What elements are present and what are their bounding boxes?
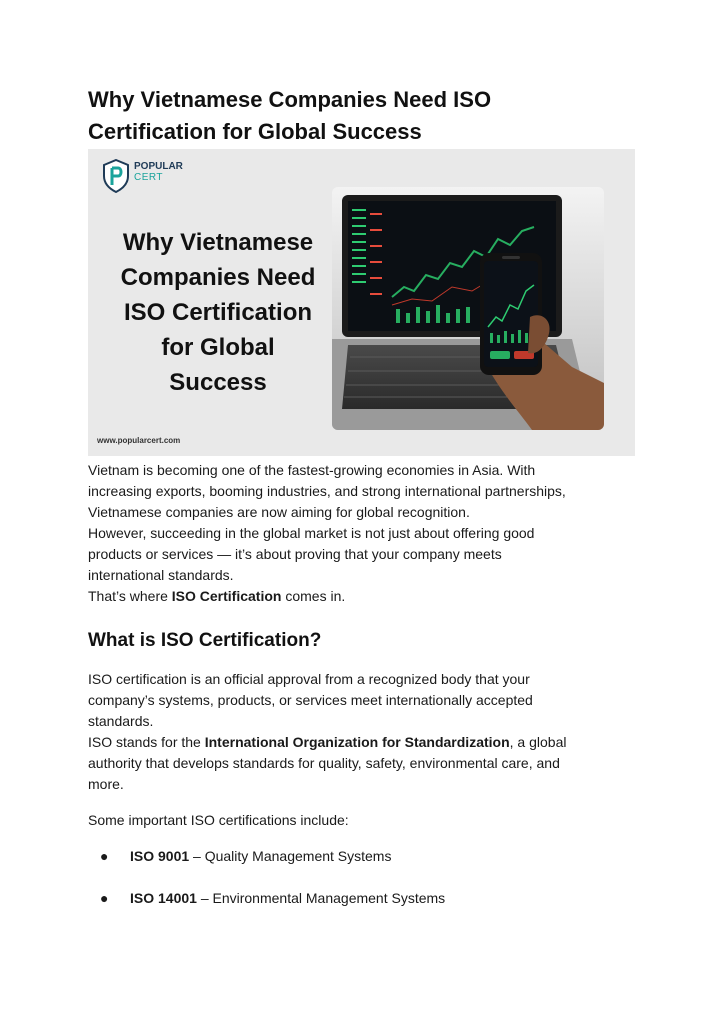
- section-heading: What is ISO Certification?: [88, 630, 322, 651]
- popularcert-logo: [102, 159, 182, 201]
- text-run: , a global: [509, 734, 567, 750]
- text-line: Vietnamese companies are now aiming for global recognition.: [88, 504, 470, 520]
- text-run: That’s where: [88, 588, 172, 604]
- bold-term: ISO Certification: [171, 588, 282, 604]
- banner-heading-line: Companies Need: [120, 264, 316, 291]
- banner-heading-line: for Global: [161, 334, 275, 361]
- text-line: Vietnam is becoming one of the fastest-growing economies in Asia. With: [88, 462, 536, 478]
- banner-heading: [98, 225, 338, 400]
- logo-word: CERT: [134, 172, 164, 183]
- iso-code: ISO 9001: [130, 848, 190, 864]
- logo-word: POPULAR: [134, 161, 183, 172]
- text-line: increasing exports, booming industries, and strong international partnerships,: [88, 483, 566, 499]
- text-line: products or services — it’s about proving that your company meets: [88, 546, 502, 562]
- banner-heading-line: ISO Certification: [123, 299, 313, 326]
- iso-description: – Environmental Management Systems: [196, 890, 446, 906]
- list-intro: Some important ISO certifications include:: [88, 812, 349, 828]
- article-title-line: Why Vietnamese Companies Need ISO: [88, 87, 492, 112]
- text-run: ISO stands for the: [88, 734, 205, 750]
- banner-heading-line: Why Vietnamese: [122, 229, 314, 256]
- list-item: [100, 888, 445, 909]
- banner-heading-line: Success: [169, 369, 267, 396]
- bullet-dot: ●: [100, 848, 109, 864]
- text-line: international standards.: [88, 567, 234, 583]
- iso-certification-list: [100, 846, 445, 909]
- article-title-line: Certification for Global Success: [88, 119, 422, 144]
- banner-url: www.popularcert.com: [97, 436, 181, 445]
- text-line: standards.: [88, 713, 154, 729]
- text-line: [88, 732, 648, 753]
- shield-logo-icon: [102, 159, 130, 193]
- text-line: more.: [88, 776, 124, 792]
- definition-paragraph: [88, 669, 648, 795]
- article-title: [88, 84, 648, 148]
- text-line: ISO certification is an official approval from a recognized body that your: [88, 671, 530, 687]
- logo-wordmark: [134, 161, 183, 183]
- iso-code: ISO 14001: [130, 890, 197, 906]
- bullet-dot: ●: [100, 890, 109, 906]
- text-line: authority that develops standards for quality, safety, environmental care, and: [88, 755, 560, 771]
- bold-term: International Organization for Standardization: [204, 734, 510, 750]
- text-line: company’s systems, products, or services meet internationally accepted: [88, 692, 533, 708]
- laptop-phone-trading-photo: [332, 187, 604, 430]
- intro-paragraph: [88, 460, 648, 586]
- list-item: [100, 846, 445, 867]
- text-line: However, succeeding in the global market is not just about offering good: [88, 525, 535, 541]
- intro-closing: [88, 586, 648, 607]
- iso-description: – Quality Management Systems: [189, 848, 392, 864]
- banner-image: [88, 149, 635, 456]
- text-run: comes in.: [281, 588, 346, 604]
